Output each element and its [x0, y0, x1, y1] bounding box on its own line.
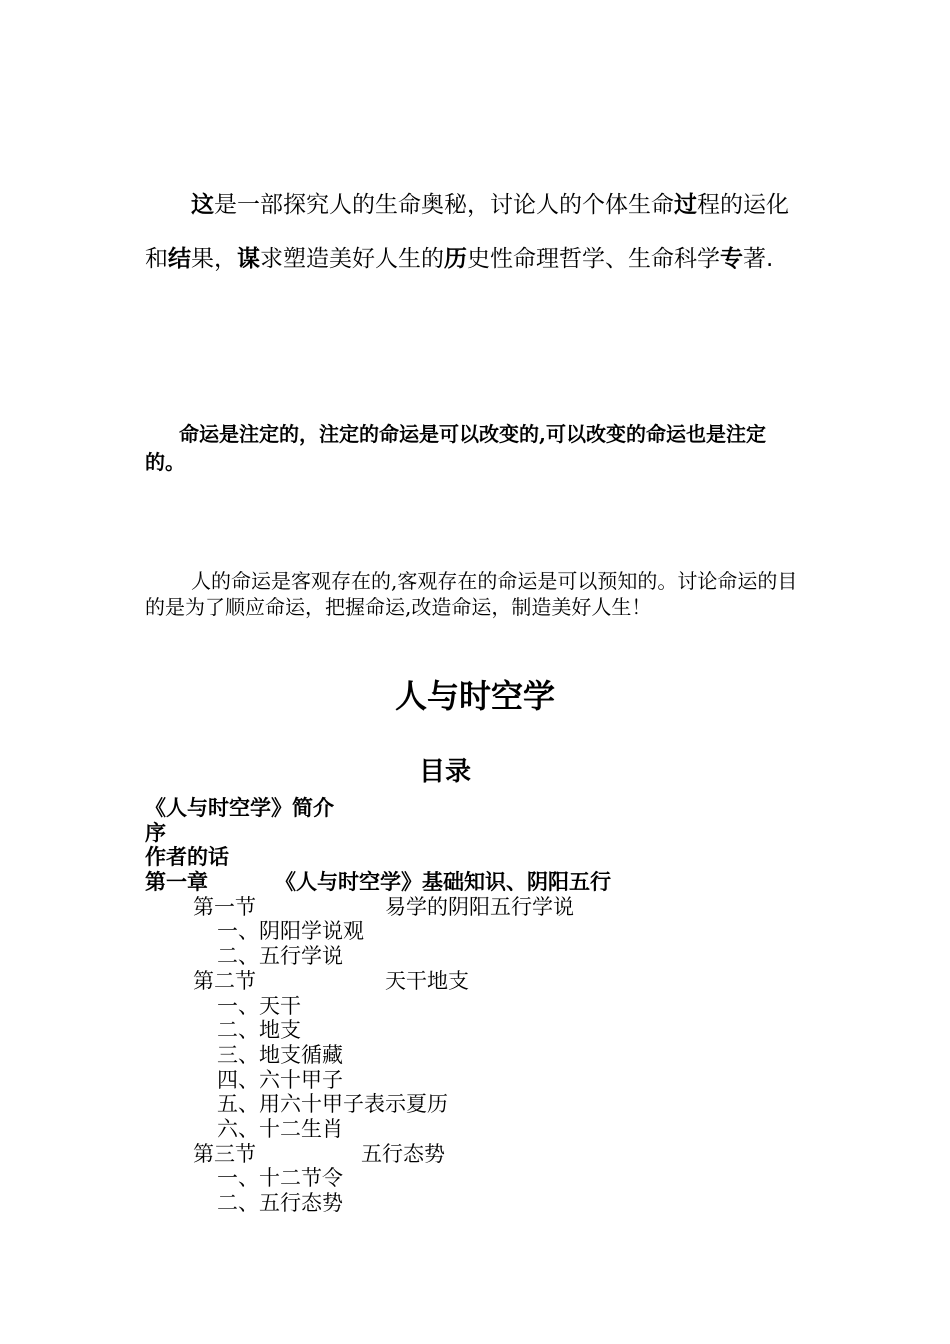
intro-paragraph-1-run: 谋 [237, 246, 260, 272]
intro-paragraph-1-run: 历 [444, 246, 467, 272]
section-label: 第三节 [193, 1141, 256, 1166]
intro-paragraph-1-run: 著. [743, 246, 774, 272]
intro-paragraph-3-text: 人的命运是客观存在的,客观存在的命运是可以预知的。讨论命运的目的是为了顺应命运，把握命运,改造命运，制造美好人生！ [145, 569, 798, 619]
section-title: 五行态势 [361, 1141, 445, 1166]
toc-item [145, 1018, 845, 1043]
toc-entry-author-note: 作者的话 [145, 845, 229, 870]
toc-entry-intro: 《人与时空学》简介 [145, 796, 334, 820]
intro-paragraph-3 [145, 568, 805, 620]
toc-section-3 [145, 1142, 845, 1167]
toc-item-label: 一、阴阳学说观 [217, 919, 364, 944]
toc-item-label: 二、五行态势 [217, 1191, 343, 1215]
toc-item [145, 994, 845, 1019]
intro-paragraph-1-run: 这 [191, 192, 214, 218]
toc-item [145, 1117, 845, 1142]
toc-item [145, 919, 845, 944]
toc-item [145, 1191, 845, 1216]
toc-heading: 目录 [418, 757, 471, 787]
intro-paragraph-2-text: 命运是注定的，注定的命运是可以改变的,可以改变的命运也是注定的。 [145, 422, 766, 474]
section-title: 易学的阴阳五行学说 [385, 894, 574, 919]
toc-item-label: 五、用六十甲子表示夏历 [217, 1092, 448, 1117]
intro-paragraph-1-run: 果， [191, 246, 237, 272]
toc-chapter-1 [145, 870, 845, 895]
toc-section-2 [145, 969, 845, 994]
toc-item [145, 1043, 845, 1068]
table-of-contents [145, 796, 845, 1216]
section-label: 第二节 [193, 968, 256, 993]
intro-paragraph-1-run: 求塑造美好人生的 [260, 246, 444, 272]
intro-paragraph-1-run: 结 [168, 246, 191, 272]
toc-item [145, 1166, 845, 1191]
toc-section-1 [145, 895, 845, 920]
intro-paragraph-2 [145, 420, 795, 476]
toc-item-label: 一、天干 [217, 993, 301, 1018]
toc-item-label: 一、十二节令 [217, 1166, 343, 1191]
intro-paragraph-1 [145, 178, 795, 286]
toc-item-label: 六、十二生肖 [217, 1116, 343, 1141]
section-title: 天干地支 [385, 968, 469, 993]
intro-paragraph-1-run: 史性命理哲学、生命科学 [467, 246, 720, 272]
toc-item [145, 944, 845, 969]
toc-item [145, 1068, 845, 1093]
intro-paragraph-1-run: 程的运化和 [145, 192, 789, 272]
intro-paragraph-1-run: 专 [720, 246, 743, 272]
toc-item-label: 四、六十甲子 [217, 1067, 343, 1092]
toc-entry-preface: 序 [145, 820, 166, 845]
toc-item-label: 二、五行学说 [217, 944, 343, 969]
chapter-title: 《人与时空学》基础知识、阴阳五行 [275, 870, 611, 895]
intro-paragraph-1-run: 是一部探究人的生命奥秘，讨论人的个体生命 [214, 192, 674, 218]
section-label: 第一节 [193, 894, 256, 919]
book-title: 人与时空学 [394, 677, 555, 715]
toc-item-label: 三、地支循藏 [217, 1042, 343, 1067]
intro-paragraph-1-text [145, 192, 789, 272]
toc-item [145, 1092, 845, 1117]
toc-item-label: 二、地支 [217, 1018, 301, 1043]
chapter-label: 第一章 [145, 870, 208, 895]
intro-paragraph-1-run: 过 [674, 192, 697, 218]
